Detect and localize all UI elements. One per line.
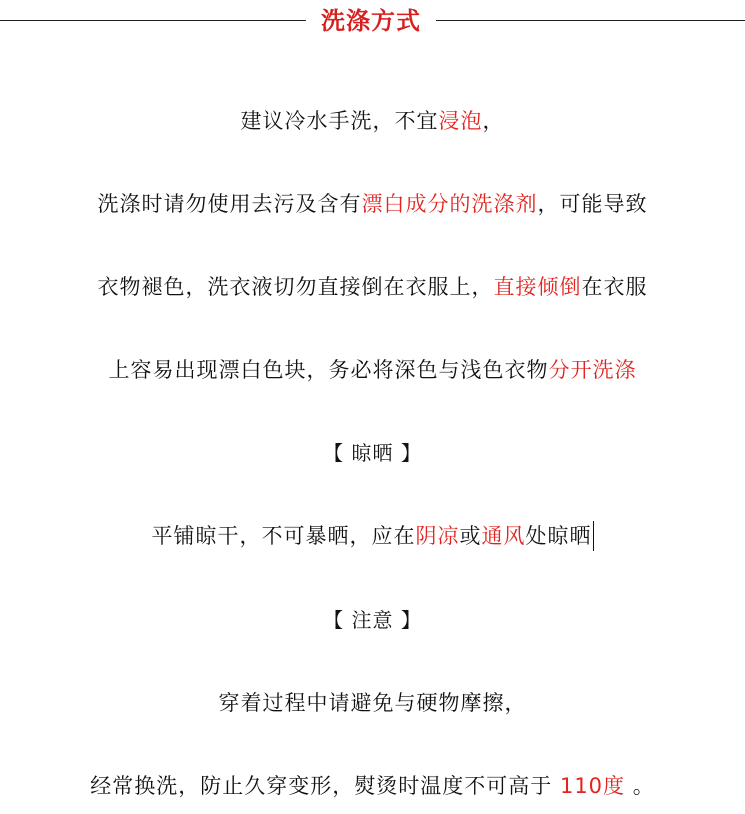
text-segment: 经常换洗，防止久穿变形，熨烫时温度不可高于 <box>90 774 560 798</box>
text-segment: 在衣服 <box>581 275 648 299</box>
care-line-3 <box>0 272 745 302</box>
highlight-segment: 直接倾倒 <box>493 275 582 299</box>
text-segment: 洗涤时请勿使用去污及含有 <box>97 192 362 216</box>
highlight-segment: 阴凉 <box>415 524 460 548</box>
heading-text: 【 注意 】 <box>323 608 422 632</box>
text-segment: 建议冷水手洗，不宜 <box>240 109 439 133</box>
care-line-2 <box>0 189 745 219</box>
notice-line-1 <box>0 688 745 718</box>
highlight-segment: 110度 <box>559 774 626 798</box>
text-segment: 或 <box>459 524 482 548</box>
section-title-row <box>0 0 745 44</box>
text-segment: ，可能导致 <box>537 192 648 216</box>
notice-heading <box>0 605 745 635</box>
text-segment: 穿着过程中请避免与硬物摩擦， <box>218 691 527 715</box>
highlight-segment: 漂白成分的洗涤剂 <box>361 192 538 216</box>
heading-text: 【 晾晒 】 <box>323 441 422 465</box>
highlight-segment: 通风 <box>481 524 526 548</box>
text-cursor <box>593 521 594 551</box>
drying-heading <box>0 438 745 468</box>
text-segment: ， <box>482 109 505 133</box>
title-rule-right <box>436 20 745 21</box>
title-rule-left <box>0 20 306 21</box>
notice-line-2 <box>0 771 745 801</box>
text-segment: 。 <box>625 774 655 798</box>
care-line-4 <box>0 355 745 385</box>
highlight-segment: 分开洗涤 <box>548 358 637 382</box>
text-segment: 上容易出现漂白色块，务必将深色与浅色衣物 <box>108 358 549 382</box>
text-segment: 衣物褪色，洗衣液切勿直接倒在衣服上， <box>97 275 494 299</box>
text-segment: 处晾晒 <box>525 524 592 548</box>
highlight-segment: 浸泡 <box>438 109 483 133</box>
text-segment: 平铺晾干，不可暴晒，应在 <box>151 524 416 548</box>
section-title: 洗涤方式 <box>321 7 421 35</box>
care-line-1 <box>0 106 745 136</box>
drying-line <box>0 521 745 551</box>
